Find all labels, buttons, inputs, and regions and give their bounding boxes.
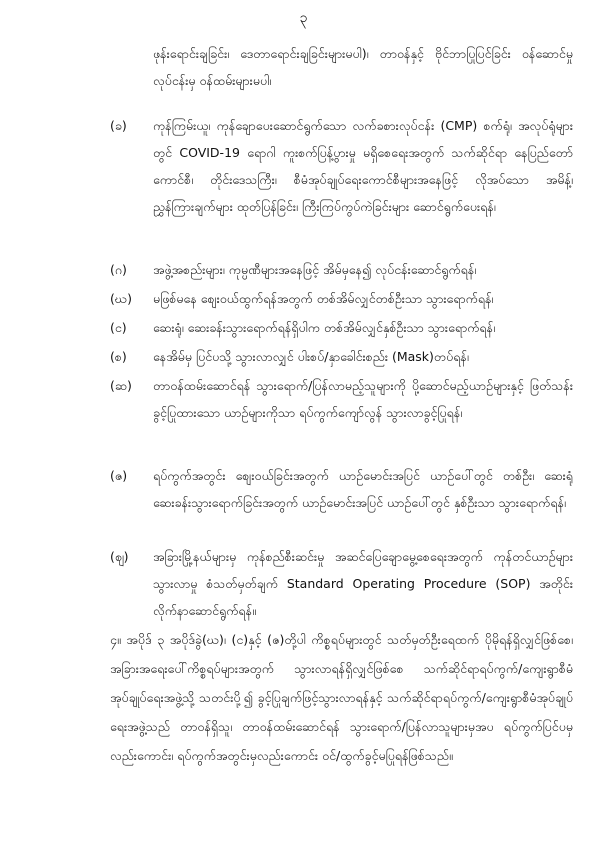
item-text: အခြားမြို့နယ်များမှ ကုန်စည်စီးဆင်းမှု အဆင်ပြေချောမွေ့စေရေးအတွက် ကုန်တင်ယာဉ်များသွားလာမှု စံသတ်မှတ်ချက် Standard Operating Procedure (SOP) အတိုင်း လိုက်နာဆောင်ရွက်ရန်။ (153, 549, 573, 618)
item-text: ဆေးရုံ၊ ဆေးခန်းသွားရောက်ရန်ရှိပါက တစ်အိမ်လျှင်နှစ်ဦးသာ သွားရောက်ရန်၊ (153, 320, 496, 335)
item-label: (ဇ) (110, 468, 128, 483)
item-text: အဖွဲ့အစည်းများ၊ ကုမ္ပဏီများအနေဖြင့် အိမ်မှနေ၍ လုပ်ငန်းဆောင်ရွက်ရန်၊ (153, 262, 477, 277)
item-label: (ဈ) (110, 549, 129, 564)
item-label: (ဂ) (110, 262, 127, 277)
item-text: တာဝန်ထမ်းဆောင်ရန် သွားရောက်/ပြန်လာမည့်သူများကို ပို့ဆောင်မည့်ယာဉ်များနှင့် ဖြတ်သန်းခွင့်ပြုထားသော ယာဉ်များကိုသာ ရပ်ကွက်ကျော်လွန် သွားလာခွင့်ပြုရန်၊ (153, 378, 573, 420)
item-text: မဖြစ်မနေ စျေးဝယ်ထွက်ရန်အတွက် တစ်အိမ်လျှင်တစ်ဦးသာ သွားရောက်ရန်၊ (153, 291, 494, 306)
item-label: (ခ) (110, 118, 127, 133)
item-text: နေအိမ်မှ ပြင်ပသို့ သွားလာလျှင် ပါးစပ်/နှာခေါင်းစည်း (Mask)တပ်ရန်၊ (153, 349, 469, 364)
item-label: (ဃ) (110, 291, 132, 306)
continuation-text: ဖုန်းရောင်းချခြင်း၊ ဒေတာရောင်းချခြင်းများမပါ)၊ တာဝန်နှင့် ဗိုင်ဘာပြုပြင်ခြင်း ဝန်ဆောင်မှုလုပ်ငန်းမှ ဝန်ထမ်းများမပါ၊ (153, 46, 573, 88)
paragraph-4: ၄။ အပိုဒ် ၃ အပိုဒ်ခွဲ(ဃ)၊ (င)နှင့် (ဇ)တို့ပါ ကိစ္စရပ်များတွင် သတ်မှတ်ဦးရေထက် ပိုမိုရန်ရှိလျှင်ဖြစ်စေ၊ အခြားအရေးပေါ်ကိစ္စရပ်များအတွက် သွားလာရန်ရှိလျှင်ဖြစ်စေ သက်ဆိုင်ရာရပ်ကွက်/ကျေးရွာစီမံအုပ်ချုပ်ရေးအဖွဲ့သို့ သတင်းပို့၍ ခွင့်ပြုချက်ဖြင့်သွားလာရန်နှင့် သက်ဆိုင်ရာရပ်ကွက်/ကျေးရွာစီမံအုပ်ချုပ်ရေးအဖွဲ့သည် တာဝန်ရှိသူ၊ တာဝန်ထမ်းဆောင်ရန် သွားရောက်/ပြန်လာသူများမှအပ ရပ်ကွက်ပြင်ပမှလည်းကောင်း၊ ရပ်ကွက်အတွင်းမှလည်းကောင်း ဝင်/ထွက်ခွင့်မပြုရန်ဖြစ်သည်။ (110, 632, 573, 763)
item-label: (စ) (110, 349, 127, 364)
item-text: ကုန်ကြမ်းယူ၊ ကုန်ချောပေးဆောင်ရွက်သော လက်ခစားလုပ်ငန်း (CMP) စက်ရုံ၊ အလုပ်ရုံများတွင် COVID-19 ရောဂါ ကူးစက်ပြန့်ပွားမှု မရှိစေရေးအတွက် သက်ဆိုင်ရာ နေပြည်တော်ကောင်စီ၊ တိုင်းဒေသကြီး၊ စီမံအုပ်ချုပ်ရေးကောင်စီများအနေဖြင့် လိုအပ်သော အမိန့်၊ ညွှန်ကြားချက်များ ထုတ်ပြန်ခြင်း၊ ကြီးကြပ်ကွပ်ကဲခြင်းများ ဆောင်ရွက်ပေးရန်၊ (153, 118, 573, 214)
page-number: ၃ (299, 10, 308, 26)
item-text: ရပ်ကွက်အတွင်း စျေးဝယ်ခြင်းအတွက် ယာဉ်မောင်းအပြင် ယာဉ်ပေါ်တွင် တစ်ဦး၊ ဆေးရုံဆေးခန်းသွားရောက်ခြင်းအတွက် ယာဉ်မောင်းအပြင် ယာဉ်ပေါ်တွင် နှစ်ဦးသာ သွားရောက်ရန်၊ (153, 468, 573, 510)
item-label: (ဆ) (110, 378, 132, 393)
item-label: (င) (110, 320, 127, 335)
